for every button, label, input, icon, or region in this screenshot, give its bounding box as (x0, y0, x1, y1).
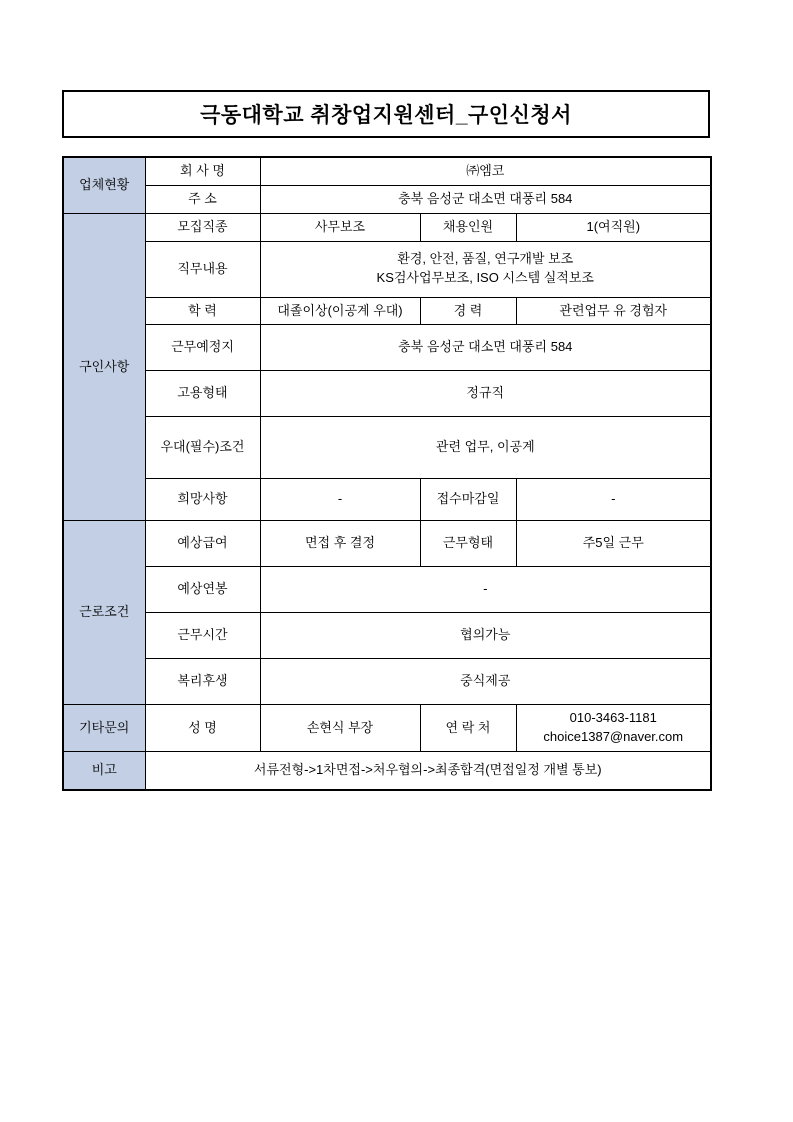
value-contact-name: 손현식 부장 (260, 705, 420, 752)
label-career: 경 력 (420, 297, 516, 325)
value-contact (516, 705, 711, 752)
label-company-name: 회 사 명 (145, 157, 260, 185)
section-inquiry: 기타문의 (63, 705, 145, 752)
value-deadline: - (516, 479, 711, 521)
table-row (63, 705, 711, 752)
duties-line-1: 환경, 안전, 품질, 연구개발 보조 (397, 251, 574, 267)
contact-phone: 010-3463-1181 (569, 710, 657, 726)
value-employment-type: 정규직 (260, 371, 711, 417)
contact-email: choice1387@naver.com (543, 729, 684, 745)
duties-line-2: KS검사업무보조, ISO 시스템 실적보조 (376, 270, 594, 286)
label-employment-type: 고용형태 (145, 371, 260, 417)
table-row (63, 521, 711, 567)
table-row (63, 479, 711, 521)
section-remarks: 비고 (63, 752, 145, 790)
value-annual-salary: - (260, 567, 711, 613)
label-education: 학 력 (145, 297, 260, 325)
form-title-box (62, 90, 710, 138)
value-work-form: 주5일 근무 (516, 521, 711, 567)
table-row (63, 567, 711, 613)
label-expected-pay: 예상급여 (145, 521, 260, 567)
table-row (63, 213, 711, 241)
label-deadline: 접수마감일 (420, 479, 516, 521)
value-workplace: 충북 음성군 대소면 대풍리 584 (260, 325, 711, 371)
label-workplace: 근무예정지 (145, 325, 260, 371)
table-row (63, 157, 711, 185)
value-education: 대졸이상(이공계 우대) (260, 297, 420, 325)
label-work-hours: 근무시간 (145, 613, 260, 659)
table-row (63, 659, 711, 705)
table-row (63, 752, 711, 790)
form-table (62, 156, 712, 791)
label-wish: 희망사항 (145, 479, 260, 521)
value-preference: 관련 업무, 이공계 (260, 417, 711, 479)
label-job-type: 모집직종 (145, 213, 260, 241)
value-career: 관련업무 유 경험자 (516, 297, 711, 325)
section-conditions: 근로조건 (63, 521, 145, 705)
value-headcount: 1(여직원) (516, 213, 711, 241)
label-headcount: 채용인원 (420, 213, 516, 241)
section-company: 업체현황 (63, 157, 145, 213)
label-contact-name: 성 명 (145, 705, 260, 752)
value-duties (260, 241, 711, 297)
value-welfare: 중식제공 (260, 659, 711, 705)
value-expected-pay: 면접 후 결정 (260, 521, 420, 567)
value-job-type: 사무보조 (260, 213, 420, 241)
label-preference: 우대(필수)조건 (145, 417, 260, 479)
value-work-hours: 협의가능 (260, 613, 711, 659)
section-recruit: 구인사항 (63, 213, 145, 521)
label-welfare: 복리후생 (145, 659, 260, 705)
label-address: 주 소 (145, 185, 260, 213)
table-row (63, 325, 711, 371)
table-row (63, 241, 711, 297)
value-remarks: 서류전형->1차면접->처우협의->최종합격(면접일정 개별 통보) (145, 752, 711, 790)
value-address: 충북 음성군 대소면 대풍리 584 (260, 185, 711, 213)
table-row (63, 185, 711, 213)
label-annual-salary: 예상연봉 (145, 567, 260, 613)
label-duties: 직무내용 (145, 241, 260, 297)
label-work-form: 근무형태 (420, 521, 516, 567)
table-row (63, 371, 711, 417)
recruitment-form (62, 90, 710, 791)
value-wish: - (260, 479, 420, 521)
table-row (63, 613, 711, 659)
table-row (63, 297, 711, 325)
table-row (63, 417, 711, 479)
value-company-name: ㈜엠코 (260, 157, 711, 185)
label-contact: 연 락 처 (420, 705, 516, 752)
page-title: 극동대학교 취창업지원센터_구인신청서 (200, 104, 572, 127)
